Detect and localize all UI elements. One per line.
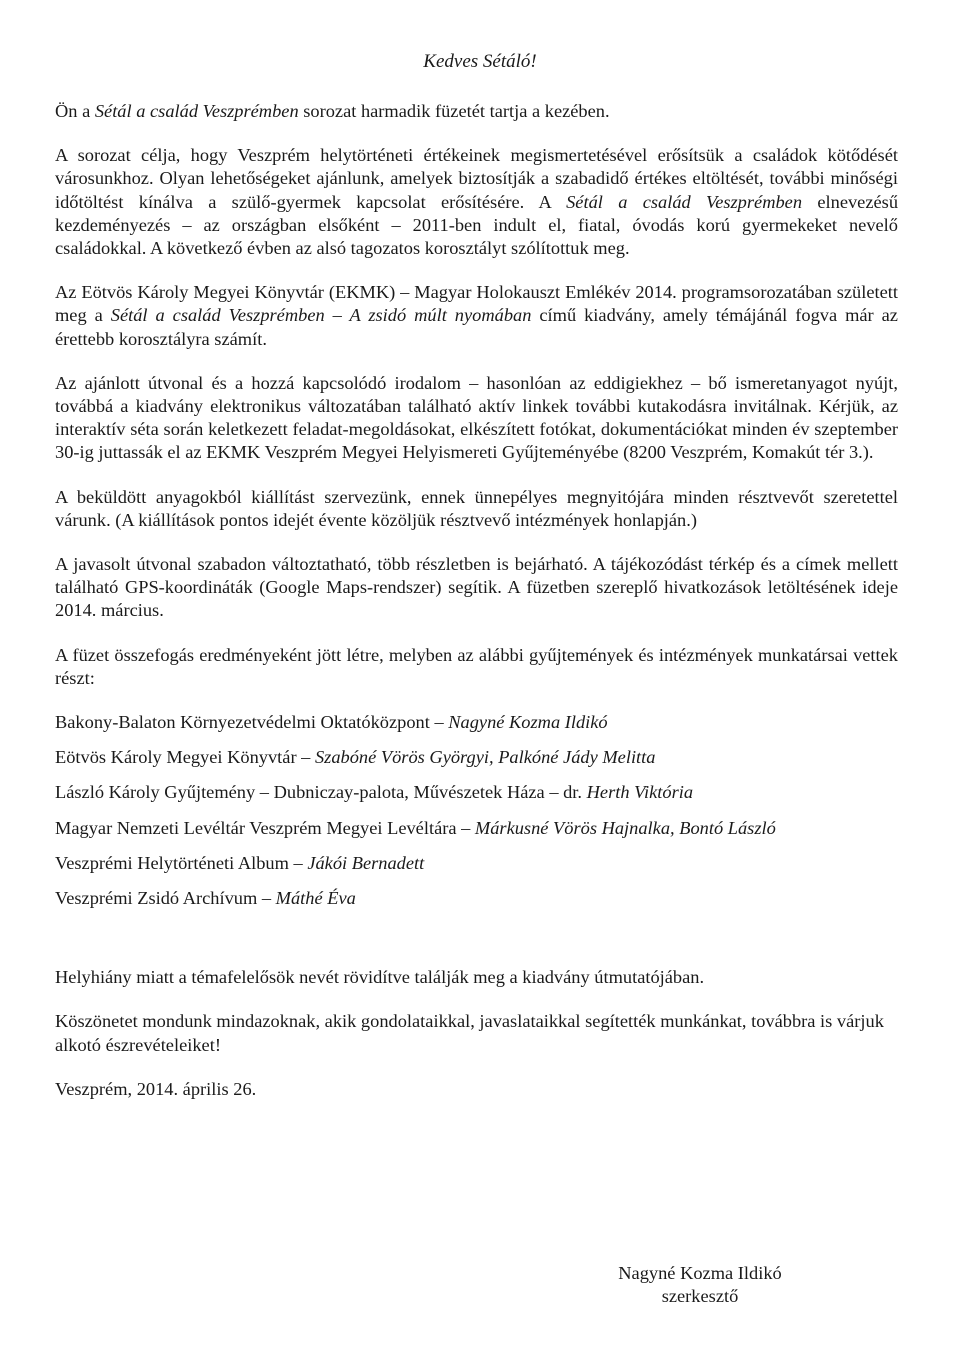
paragraph-navigation: A javasolt útvonal szabadon változtatható, több részletben is bejárható. A tájékozódást térkép és a címek mellett található GPS-koordináták (Google Maps-rendszer) segítik. A füzetben szereplő hivatkozások letöltésének ideje 2014. március. xyxy=(55,554,898,621)
p1-series-title: Sétál a család Veszprémben xyxy=(566,191,803,212)
contributor-org: László Károly Gyűjtemény – Dubniczay-palota, Művészetek Háza – dr. xyxy=(55,782,587,803)
contributors-list xyxy=(55,711,898,910)
contributor-org: Veszprémi Zsidó Archívum – xyxy=(55,888,276,909)
contributor-item xyxy=(55,817,898,840)
p2-text-end: című kiadvány, amely témájánál fogva már az érettebb korosztályra számít. xyxy=(55,305,898,349)
paragraph-contributors-intro: A füzet összefogás eredményeként jött létre, melyben az alábbi gyűjtemények és intézmények munkatársai vettek részt: xyxy=(55,644,898,688)
signer-role: szerkesztő xyxy=(661,1286,739,1307)
spacer xyxy=(55,922,898,966)
signer-name: Nagyné Kozma Ildikó xyxy=(618,1263,782,1283)
paragraph-exhibition: A beküldött anyagokból kiállítást szervezünk, ennek ünnepélyes megnyitójára minden résztvevőt szeretettel várunk. (A kiállítások pontos idejét évente közöljük résztvevő intézmények honlapján.) xyxy=(55,486,898,530)
paragraph-series-goal xyxy=(55,144,898,260)
intro-text: Ön a xyxy=(55,101,95,121)
p1-text: A sorozat célja, hogy Veszprém helytörténeti értékeinek megismertetésével erősítsük a családok kötődését városunkhoz. Olyan lehetőségeket ajánlunk, amelyek biztosítják a szabadidő értékes eltöltését, további minőségi időtöltést kínálva a szülő-gyermek kapcsolat erősítésére. A xyxy=(55,145,898,212)
contributor-people: Jákói Bernadett xyxy=(307,852,425,873)
contributor-people: Nagyné Kozma Ildikó xyxy=(448,712,608,733)
contributor-item xyxy=(55,887,898,910)
p2-text: Az Eötvös Károly Megyei Könyvtár (EKMK) – Magyar Holokauszt Emlékév 2014. programsorozatában született meg a xyxy=(55,282,898,326)
contributor-org: Magyar Nemzeti Levéltár Veszprém Megyei Levéltára – xyxy=(55,817,475,838)
series-title: Sétál a család Veszprémben xyxy=(94,101,299,121)
letter-date: Veszprém, 2014. április 26. xyxy=(55,1078,257,1099)
contributor-org: Veszprémi Helytörténeti Album – xyxy=(55,852,308,873)
intro-text-end: sorozat harmadik füzetét tartja a kezében. xyxy=(298,101,610,121)
contributor-item xyxy=(55,746,898,769)
contributor-item xyxy=(55,781,898,804)
paragraph-publication xyxy=(55,281,898,351)
contributor-org: Bakony-Balaton Környezetvédelmi Oktatóközpont – xyxy=(55,712,449,733)
contributor-people: Máthé Éva xyxy=(275,888,356,909)
contributor-people: Szabóné Vörös Györgyi, Palkóné Jády Melitta xyxy=(314,747,656,768)
p1-text-end: elnevezésű kezdeményezés – az országban elsőként – 2011-ben indult el, fiatal, óvodás korú gyermekeket nevelő családokkal. A következő évben az alsó tagozatos korosztályt szólítottuk meg. xyxy=(55,191,899,259)
contributor-org: Eötvös Károly Megyei Könyvtár – xyxy=(55,747,315,768)
letter-body xyxy=(55,100,898,1122)
paragraph-abbreviation-note: Helyhiány miatt a témafelelősök nevét rövidítve találják meg a kiadvány útmutatójában. xyxy=(55,967,705,988)
greeting: Kedves Sétáló! xyxy=(423,51,537,72)
contributor-item xyxy=(55,852,898,875)
contributor-item xyxy=(55,711,898,734)
signature-block xyxy=(560,1262,840,1308)
paragraph-thanks: Köszönetet mondunk mindazoknak, akik gondolataikkal, javaslataikkal segítették munkánkat, továbbra is várjuk alkotó észrevételeiket! xyxy=(55,1011,884,1055)
paragraph-route: Az ajánlott útvonal és a hozzá kapcsolódó irodalom – hasonlóan az eddigiekhez – bő ismeretanyagot nyújt, továbbá a kiadvány elektronikus változatában található aktív linkek további kutakodásra invitálnak. Kérjük, az interaktív séta során keletkezett feladat-megoldásokat, elkészített fotókat, dokumentációkat minden év szeptember 30-ig juttassák el az EKMK Veszprém Megyei Helyismereti Gyűjteményébe (8200 Veszprém, Komakút tér 3.). xyxy=(55,372,898,463)
intro-paragraph xyxy=(55,100,898,123)
contributor-people: Herth Viktória xyxy=(586,782,694,803)
p2-publication-title: Sétál a család Veszprémben – A zsidó múlt nyomában xyxy=(110,305,532,326)
contributor-people: Márkusné Vörös Hajnalka, Bontó László xyxy=(474,817,776,838)
